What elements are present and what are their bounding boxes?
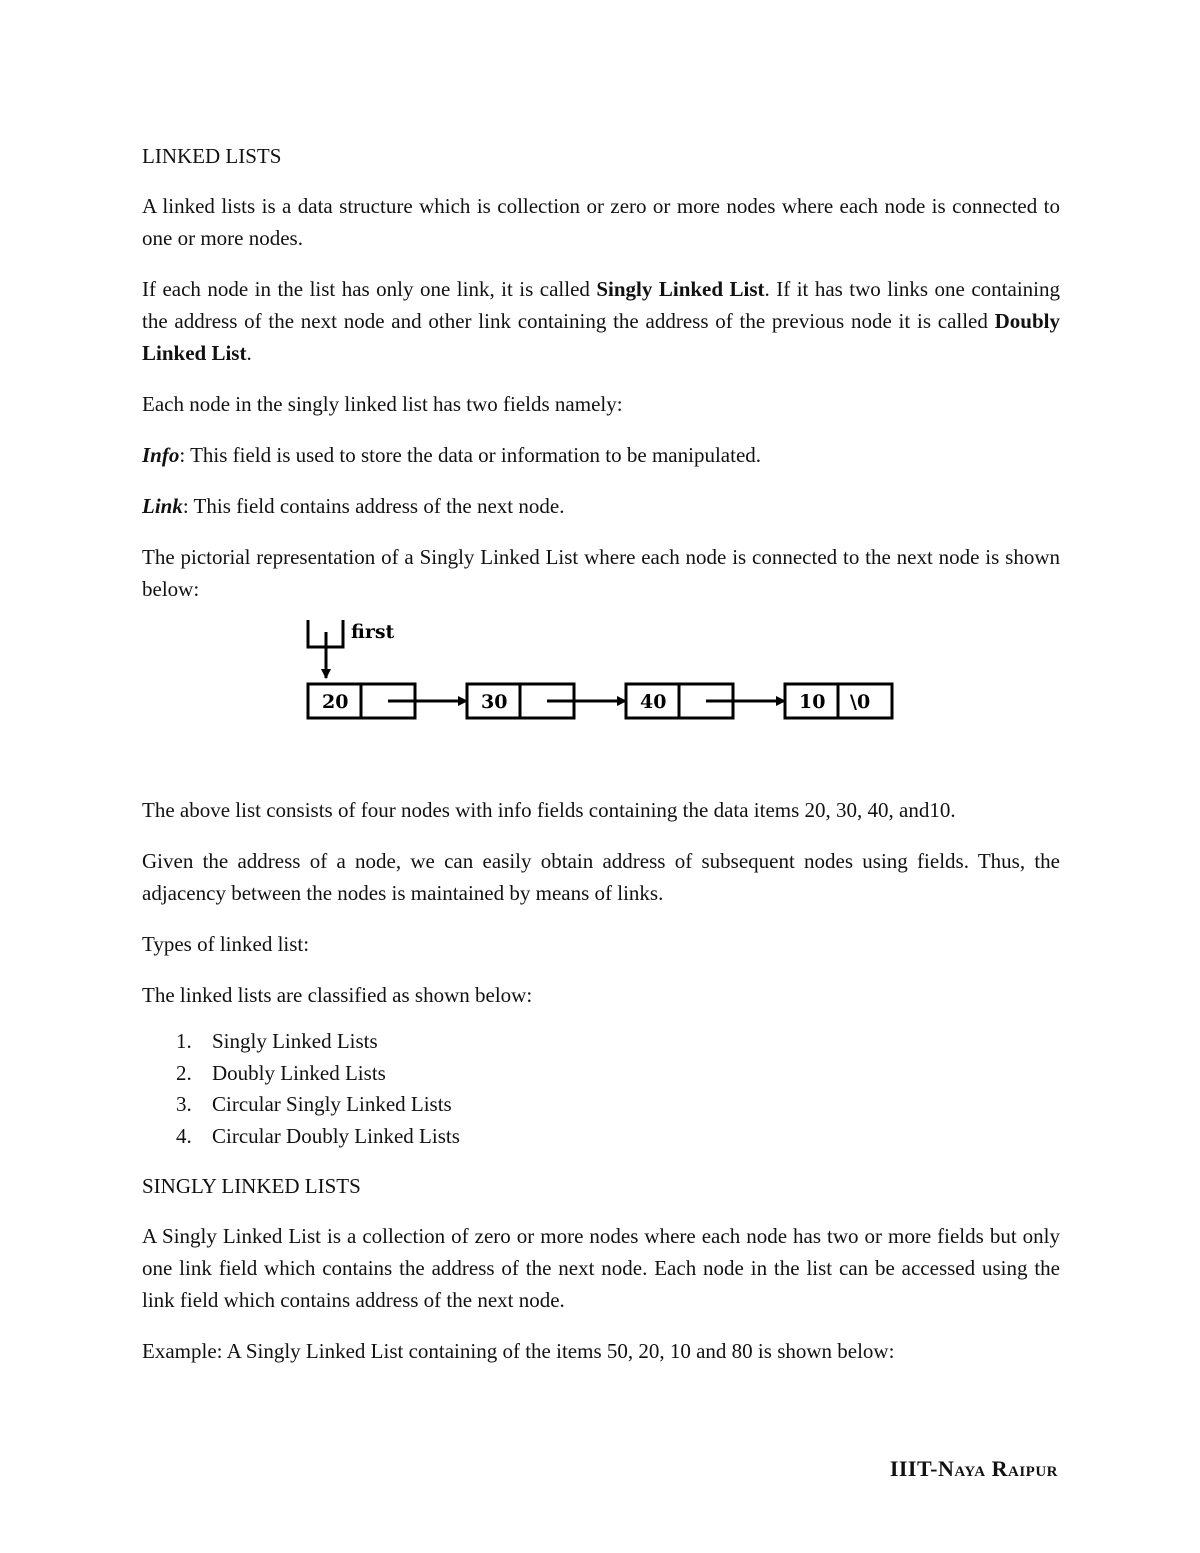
term-doubly-linked-list: Doubly Linked List [142, 309, 1060, 365]
text-run: : This field contains address of the next node. [182, 494, 565, 518]
paragraph-definition: A linked lists is a data structure which is collection or zero or more nodes where each node is connected to one or more nodes. [142, 194, 1060, 250]
paragraph-example: Example: A Singly Linked List containing of the items 50, 20, 10 and 80 is shown below: [142, 1339, 895, 1363]
node-info: 30 [481, 691, 508, 713]
paragraph-fields: Each node in the singly linked list has two fields namely: [142, 392, 623, 416]
first-pointer [308, 620, 395, 678]
list-number: 4. [176, 1123, 192, 1148]
list-label: Circular Doubly Linked Lists [212, 1123, 460, 1148]
list-item [142, 1121, 1060, 1153]
term-link: Link [142, 494, 183, 518]
heading-linked-lists: LINKED LISTS [142, 144, 282, 168]
node-info: 40 [640, 691, 667, 713]
node [467, 684, 626, 718]
text-run: . [246, 341, 252, 365]
paragraph-singly-definition: A Singly Linked List is a collection of zero or more nodes where each node has two or more fields but only one link field which contains the address of the next node. Each node in the list can be accessed using the link field which contains address of the next node. [142, 1224, 1060, 1312]
term-singly-linked-list: Singly Linked List [596, 277, 765, 301]
linked-list-svg [142, 620, 1060, 782]
document-page [142, 140, 1060, 1386]
paragraph-pictorial: The pictorial representation of a Singly Linked List where each node is connected to the next node is shown below: [142, 545, 1060, 601]
paragraph-adjacency: Given the address of a node, we can easily obtain address of subsequent nodes using fields. Thus, the adjacency between the nodes is maintained by means of links. [142, 849, 1060, 905]
paragraph-info-field [142, 439, 1060, 471]
first-label: first [351, 621, 395, 643]
term-info: Info [142, 443, 180, 467]
linked-list-diagram [142, 620, 1060, 782]
text-run: . If it has two links one containing the address of the next node and other link containing the address of the previous node it is called [142, 277, 1060, 333]
node-null-link: \0 [850, 691, 871, 713]
list-number: 1. [176, 1029, 192, 1053]
list-item [142, 1026, 1060, 1058]
text-run: If each node in the list has only one link, it is called [142, 277, 597, 301]
paragraph-four-nodes: The above list consists of four nodes with info fields containing the data items 20, 30, 40, and10. [142, 798, 956, 822]
nodes-layer [308, 684, 892, 718]
types-list [142, 1026, 1060, 1152]
list-label: Circular Singly Linked Lists [212, 1092, 452, 1116]
list-item [142, 1058, 1060, 1090]
heading-singly-linked-lists: SINGLY LINKED LISTS [142, 1174, 361, 1198]
node [626, 684, 785, 718]
list-number: 3. [176, 1092, 192, 1116]
node-info: 20 [322, 691, 349, 713]
list-number: 2. [176, 1060, 192, 1085]
paragraph-types: Types of linked list: [142, 932, 310, 956]
paragraph-link-field [142, 490, 1060, 522]
paragraph-singly-doubly [142, 273, 1060, 369]
node-info: 10 [799, 691, 826, 713]
node [785, 684, 892, 718]
list-item [142, 1089, 1060, 1121]
list-label: Singly Linked Lists [212, 1029, 378, 1053]
text-run: : This field is used to store the data or information to be manipulated. [179, 443, 762, 467]
paragraph-classified: The linked lists are classified as shown below: [142, 983, 533, 1007]
list-label: Doubly Linked Lists [212, 1060, 386, 1085]
footer-institution: IIIT-Naya Raipur [889, 1456, 1058, 1481]
node [308, 684, 467, 718]
